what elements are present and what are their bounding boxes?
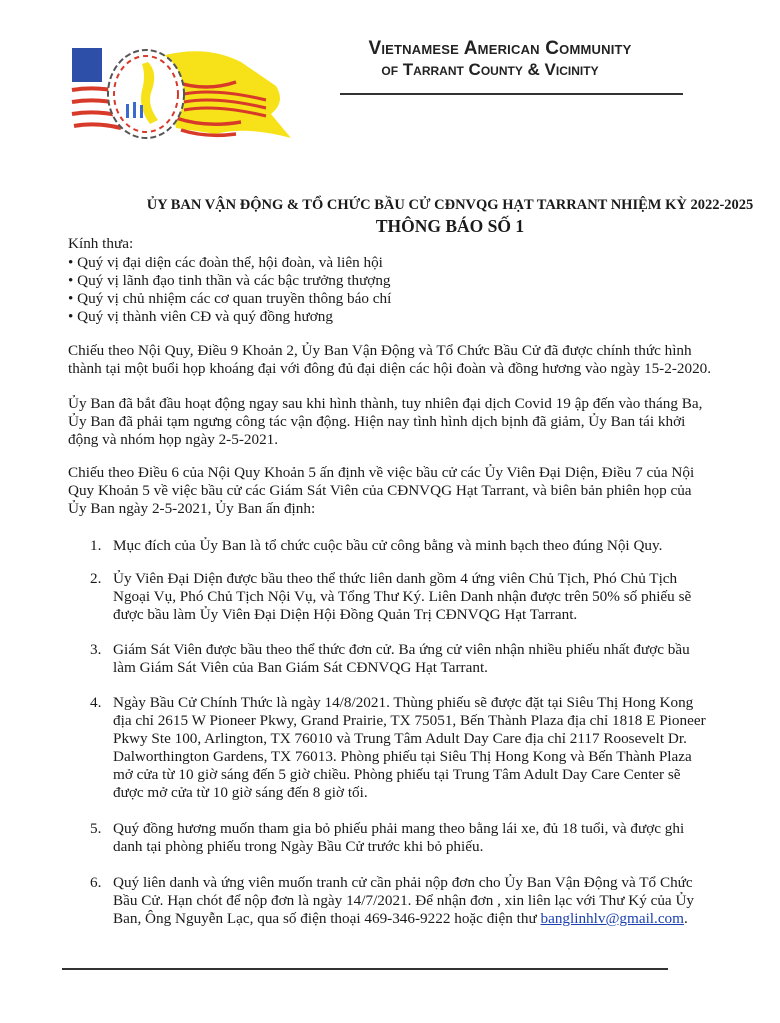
item-line: Ủy Viên Đại Diện được bầu theo thể thức liên danh gồm 4 ứng viên Chủ Tịch, Phó Chủ Tịch — [113, 570, 678, 587]
list-item — [113, 694, 706, 802]
organization-logo — [66, 42, 291, 142]
paragraph-line: Ủy Ban đã bắt đầu hoạt động ngay sau khi hình thành, tuy nhiên đại dịch Covid 19 ập đến vào tháng Ba, — [68, 395, 703, 412]
paragraph-line: Ủy Ban ngày 2-5-2021, Ủy Ban ấn định: — [68, 500, 316, 517]
item-number: 5. — [90, 820, 102, 837]
item-line: danh tại phòng phiếu trong Ngày Bầu Cử trước khi bỏ phiếu. — [113, 838, 484, 855]
list-item — [113, 537, 662, 555]
paragraph-formation — [68, 342, 758, 378]
paragraph-line: Chiếu theo Điều 6 của Nội Quy Khoản 5 ấn định về việc bầu cử các Ủy Viên Đại Diện, Điều 7 của Nội — [68, 464, 695, 481]
paragraph-line: Ủy Ban đã phải tạm ngưng công tác vận động. Hiện nay tình hình dịch bịnh đã giảm, Ủy Ban tái khởi — [68, 413, 686, 430]
paragraph-decision — [68, 464, 758, 518]
list-item — [113, 874, 694, 928]
notice-title: THÔNG BÁO SỐ 1 — [375, 216, 525, 236]
item-number: 3. — [90, 641, 102, 658]
item-line: Bầu Cử. Hạn chót để nộp đơn là ngày 14/7/2021. Để nhận đơn , xin liên lạc với Thư Ký của Ủy — [113, 892, 695, 909]
paragraph-line: Quy Khoản 5 về việc bầu cử các Giám Sát Viên của CĐNVQG Hạt Tarrant, và biên bản phiên họp của — [68, 482, 692, 499]
greeting: Kính thưa: — [68, 235, 134, 252]
organization-subtitle: of Tarrant County & Vicinity — [381, 60, 599, 79]
organization-name: Vietnamese American Community — [368, 38, 632, 59]
contact-text: Ban, Ông Nguyễn Lạc, qua số điện thoại 469-346-9222 hoặc điện thư — [113, 910, 541, 927]
item-line: Dalworthington Gardens, TX 76013. Phòng phiếu tại Siêu Thị Hong Kong và Bến Thành Plaza — [113, 748, 692, 765]
item-line: Quý đồng hương muốn tham gia bỏ phiếu phải mang theo bằng lái xe, đủ 18 tuổi, và được ghi — [113, 820, 685, 837]
punctuation: . — [683, 910, 688, 927]
item-line — [113, 910, 694, 928]
list-item — [113, 570, 691, 624]
item-number: 4. — [90, 694, 102, 711]
item-line: Ngoại Vụ, Phó Chủ Tịch Nội Vụ, và Tổng Thư Ký. Liên Danh nhận được trên 50% số phiếu sẽ — [113, 588, 692, 605]
item-line: mở cửa từ 10 giờ sáng đến 5 giờ chiều. Phòng phiếu tại Trung Tâm Adult Day Care Center sẽ — [113, 766, 681, 783]
bullet-item: • Quý vị chủ nhiệm các cơ quan truyền thông báo chí — [68, 290, 392, 307]
item-line: Giám Sát Viên được bầu theo thể thức đơn cử. Ba ứng cử viên nhận nhiều phiếu nhất được bầu — [113, 641, 690, 658]
item-line: làm Giám Sát Viên của Ban Giám Sát CĐNVQG Hạt Tarrant. — [113, 659, 488, 676]
list-item — [113, 820, 684, 856]
item-line: Quý liên danh và ứng viên muốn tranh cử cần phải nộp đơn cho Ủy Ban Vận Động và Tổ Chức — [113, 874, 693, 891]
paragraph-activity — [68, 395, 758, 449]
paragraph-line: động và nhóm họp ngày 2-5-2021. — [68, 431, 279, 448]
item-number: 1. — [90, 537, 102, 554]
paragraph-line: Chiếu theo Nội Quy, Điều 9 Khoản 2, Ủy Ban Vận Động và Tổ Chức Bầu Cử đã được chính thức hình — [68, 342, 692, 359]
bullet-item: • Quý vị thành viên CĐ và quý đồng hương — [68, 308, 333, 325]
committee-title: ỦY BAN VẬN ĐỘNG & TỔ CHỨC BẦU CỬ CĐNVQG HẠT TARRANT NHIỆM KỲ 2022-2025 — [146, 197, 754, 213]
footer-divider — [62, 968, 668, 970]
item-number: 6. — [90, 874, 102, 891]
item-line: Mục đích của Ủy Ban là tổ chức cuộc bầu cử công bằng và minh bạch theo đúng Nội Quy. — [113, 537, 663, 554]
header-divider — [340, 93, 683, 95]
bullet-item: • Quý vị đại diện các đoàn thể, hội đoàn, và liên hội — [68, 254, 383, 271]
paragraph-line: thành tại một buổi họp khoáng đại với đông đủ đại diện các hội đoàn và đồng hương vào ngày 15-2-2020. — [68, 360, 712, 377]
bullet-item: • Quý vị lãnh đạo tinh thần và các bậc trưởng thượng — [68, 272, 391, 289]
item-line: được bầu làm Ủy Viên Đại Diện Hội Đồng Quản Trị CĐNVQG Hạt Tarrant. — [113, 606, 578, 623]
email-link[interactable]: banglinhlv@gmail.com — [540, 910, 684, 927]
item-line: địa chỉ 2615 W Pioneer Pkwy, Grand Prairie, TX 75051, Bến Thành Plaza địa chỉ 1818 E Pioneer — [113, 712, 706, 729]
salutation — [68, 235, 758, 326]
list-item — [113, 641, 690, 677]
item-line: Pkwy Ste 100, Arlington, TX 76010 và Trung Tâm Adult Day Care địa chỉ 2117 Roosevelt Dr. — [113, 730, 687, 747]
item-number: 2. — [90, 570, 102, 587]
item-line: được mở cửa từ 10 giờ sáng đến 8 giờ tối. — [113, 784, 368, 801]
item-line: Ngày Bầu Cử Chính Thức là ngày 14/8/2021. Thùng phiếu sẽ được đặt tại Siêu Thị Hong Kong — [113, 694, 694, 711]
